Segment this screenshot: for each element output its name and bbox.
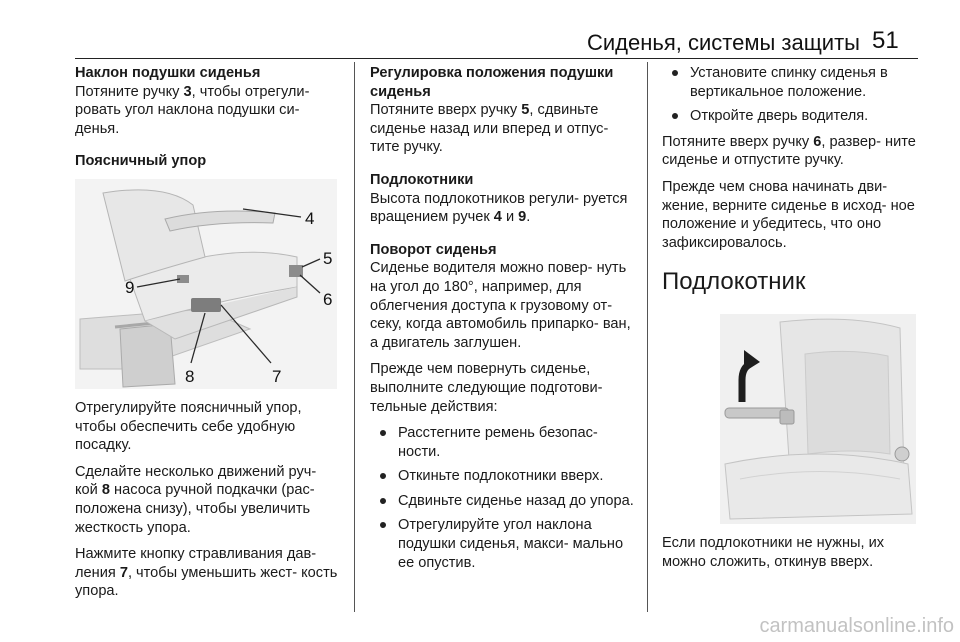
callout-8: 8	[185, 366, 195, 386]
column-3	[662, 64, 918, 580]
paragraph-return-seat: Прежде чем снова начинать дви- жение, верните сиденье в исход- ное положение и убедитесь, что оно зафиксировалось.	[662, 178, 915, 251]
header-rule	[75, 58, 918, 59]
column-2	[370, 64, 636, 579]
paragraph-adjust-lumbar: Отрегулируйте поясничный упор, чтобы обеспечить себе удобную посадку.	[75, 399, 302, 454]
lumbar-support-figure	[75, 179, 337, 389]
list-item: Установите спинку сиденья в вертикальное положение.	[662, 64, 918, 101]
callout-6: 6	[323, 289, 333, 309]
column-divider-1	[354, 62, 355, 612]
armrest-figure	[720, 314, 916, 524]
paragraph-cushion-tilt: Потяните ручку 3, чтобы отрегули- ровать угол наклона подушки си- денья.	[75, 83, 310, 137]
paragraph-seat-swivel: Сиденье водителя можно повер- нуть на угол до 180°, например, для облегчения доступа к грузовому от- секу, когда автомобиль припарко- ван, а двигатель заглушен.	[370, 260, 631, 351]
heading-seat-cushion-tilt: Наклон подушки сиденья	[75, 65, 261, 81]
list-item: Сдвиньте сиденье назад до упора.	[370, 492, 636, 511]
heading-seat-swivel: Поворот сиденья	[370, 241, 497, 258]
heading-cushion-position: Регулировка положения подушки сиденья	[370, 65, 614, 100]
page-number: 51	[872, 27, 899, 54]
list-item: Расстегните ремень безопас- ности.	[370, 424, 636, 461]
list-item: Откиньте подлокотники вверх.	[370, 467, 636, 486]
heading-armrest: Подлокотник	[662, 268, 806, 296]
paragraph-preparation: Прежде чем повернуть сиденье, выполните следующие подготови- тельные действия:	[370, 361, 603, 415]
callout-7: 7	[272, 366, 282, 386]
watermark: carmanualsonline.info	[759, 615, 954, 637]
preparation-list-continued	[662, 64, 918, 126]
list-item: Откройте дверь водителя.	[662, 107, 918, 126]
paragraph-swivel-lever: Потяните вверх ручку 6, развер- ните сиденье и отпустите ручку.	[662, 133, 916, 169]
paragraph-release-button: Нажмите кнопку стравливания дав- ления 7, чтобы уменьшить жест- кость упора.	[75, 546, 338, 600]
list-item: Отрегулируйте угол наклона подушки сиденья, макси- мально ее опустив.	[370, 516, 636, 572]
running-header-title: Сиденья, системы защиты	[586, 30, 860, 55]
heading-armrests: Подлокотники	[370, 171, 474, 188]
callout-9: 9	[125, 277, 135, 297]
heading-lumbar-support: Поясничный упор	[75, 153, 207, 170]
column-divider-2	[647, 62, 648, 612]
paragraph-pump-handle: Сделайте несколько движений руч- кой 8 насоса ручной подкачки (рас- положена снизу), чтобы увеличить жесткость упора.	[75, 463, 317, 536]
paragraph-cushion-position: Потяните вверх ручку 5, сдвиньте сиденье назад или вперед и отпус- тите ручку.	[370, 102, 609, 156]
paragraph-fold-armrest: Если подлокотники не нужны, их можно сложить, откинув вверх.	[662, 535, 885, 570]
callout-4: 4	[305, 208, 315, 228]
column-1	[75, 64, 340, 609]
paragraph-armrest-height: Высота подлокотников регули- руется вращением ручек 4 и 9.	[370, 190, 628, 226]
callout-5: 5	[323, 248, 333, 268]
preparation-list	[370, 424, 636, 572]
